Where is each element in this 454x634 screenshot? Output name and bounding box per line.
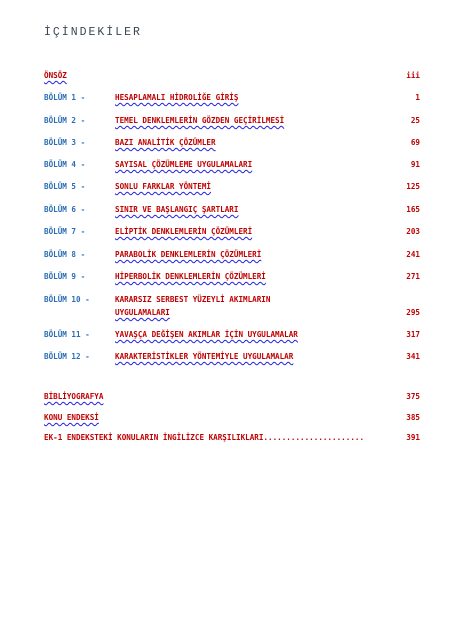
chapter-label: BÖLÜM 5 -	[44, 182, 86, 191]
chapter-label: BÖLÜM 12 -	[44, 352, 90, 361]
toc-entry-text: ÖNSÖZ	[44, 71, 67, 80]
toc-entry-chapter-9[interactable]	[44, 272, 420, 286]
chapter-label: BÖLÜM 9 -	[44, 272, 86, 281]
toc-entry-text: YAVAŞÇA DEĞİŞEN AKIMLAR İÇİN UYGULAMALAR	[115, 330, 298, 339]
toc-entry-text: KARARSIZ SERBEST YÜZEYLİ AKIMLARIN	[115, 295, 271, 304]
toc-page-number: 241	[406, 250, 420, 259]
toc-page-number: 375	[406, 392, 420, 401]
toc-entry-text: EK-1 ENDEKSTEKİ KONULARIN İNGİLİZCE KARŞILIKLARI	[44, 433, 264, 442]
toc-page-number: 391	[406, 433, 420, 442]
toc-entry-chapter-7[interactable]	[44, 227, 420, 241]
toc-entry-bibliyografya[interactable]	[44, 392, 420, 406]
chapter-label: BÖLÜM 1 -	[44, 93, 86, 102]
chapter-label: BÖLÜM 7 -	[44, 227, 86, 236]
toc-entry-onsoz[interactable]	[44, 71, 420, 85]
toc-page-number: 91	[410, 160, 420, 169]
toc-entry-chapter-2[interactable]	[44, 116, 420, 130]
toc-entry-text: UYGULAMALARI	[115, 308, 170, 317]
toc-page-number: 1	[415, 93, 420, 102]
toc-entry-chapter-10-continued[interactable]	[44, 308, 420, 322]
chapter-label: BÖLÜM 11 -	[44, 330, 90, 339]
toc-entry-chapter-8[interactable]	[44, 250, 420, 264]
toc-entry-chapter-12[interactable]	[44, 352, 420, 366]
toc-entry-chapter-6[interactable]	[44, 205, 420, 219]
toc-entry-chapter-11[interactable]	[44, 330, 420, 344]
toc-page-number: iii	[406, 71, 420, 80]
dot-leader: ......................	[263, 433, 365, 442]
chapter-label: BÖLÜM 8 -	[44, 250, 86, 259]
chapter-label: BÖLÜM 6 -	[44, 205, 86, 214]
toc-page-number: 165	[406, 205, 420, 214]
toc-entry-text: BİBLİYOGRAFYA	[44, 392, 104, 401]
toc-entry-text: TEMEL DENKLEMLERİN GÖZDEN GEÇİRİLMESİ	[115, 116, 285, 125]
toc-entry-text: SAYISAL ÇÖZÜMLEME UYGULAMALARI	[115, 160, 253, 169]
chapter-label: BÖLÜM 2 -	[44, 116, 86, 125]
toc-entry-text: HİPERBOLİK DENKLEMLERİN ÇÖZÜMLERİ	[115, 272, 266, 281]
toc-page-number: 25	[410, 116, 420, 125]
toc-page-number: 341	[406, 352, 420, 361]
toc-entry-text: ELİPTİK DENKLEMLERİN ÇÖZÜMLERİ	[115, 227, 253, 236]
page-title: İÇİNDEKİLER	[44, 26, 142, 39]
toc-entry-chapter-4[interactable]	[44, 160, 420, 174]
toc-page-number: 203	[406, 227, 420, 236]
toc-entry-text: PARABOLİK DENKLEMLERİN ÇÖZÜMLERİ	[115, 250, 262, 259]
toc-entry-text: HESAPLAMALI HİDROLİĞE GİRİŞ	[115, 93, 239, 102]
toc-page-number: 385	[406, 413, 420, 422]
toc-page-number: 125	[406, 182, 420, 191]
chapter-label: BÖLÜM 4 -	[44, 160, 86, 169]
toc-entry-chapter-5[interactable]	[44, 182, 420, 196]
toc-entry-ek-1[interactable]	[44, 433, 420, 447]
chapter-label: BÖLÜM 3 -	[44, 138, 86, 147]
toc-page-number: 317	[406, 330, 420, 339]
toc-entry-chapter-1[interactable]	[44, 93, 420, 107]
toc-entry-konu-endeksi[interactable]	[44, 413, 420, 427]
toc-page-number: 69	[410, 138, 420, 147]
toc-entry-text: SONLU FARKLAR YÖNTEMİ	[115, 182, 212, 191]
chapter-label: BÖLÜM 10 -	[44, 295, 90, 304]
toc-entry-text: BAZI ANALİTİK ÇÖZÜMLER	[115, 138, 216, 147]
toc-page-number: 271	[406, 272, 420, 281]
toc-entry-chapter-10[interactable]	[44, 295, 420, 309]
toc-entry-text: SINIR VE BAŞLANGIÇ ŞARTLARI	[115, 205, 239, 214]
toc-entry-text: KONU ENDEKSİ	[44, 413, 99, 422]
toc-entry-chapter-3[interactable]	[44, 138, 420, 152]
toc-page-number: 295	[406, 308, 420, 317]
toc-entry-text: KARAKTERİSTİKLER YÖNTEMİYLE UYGULAMALAR	[115, 352, 294, 361]
